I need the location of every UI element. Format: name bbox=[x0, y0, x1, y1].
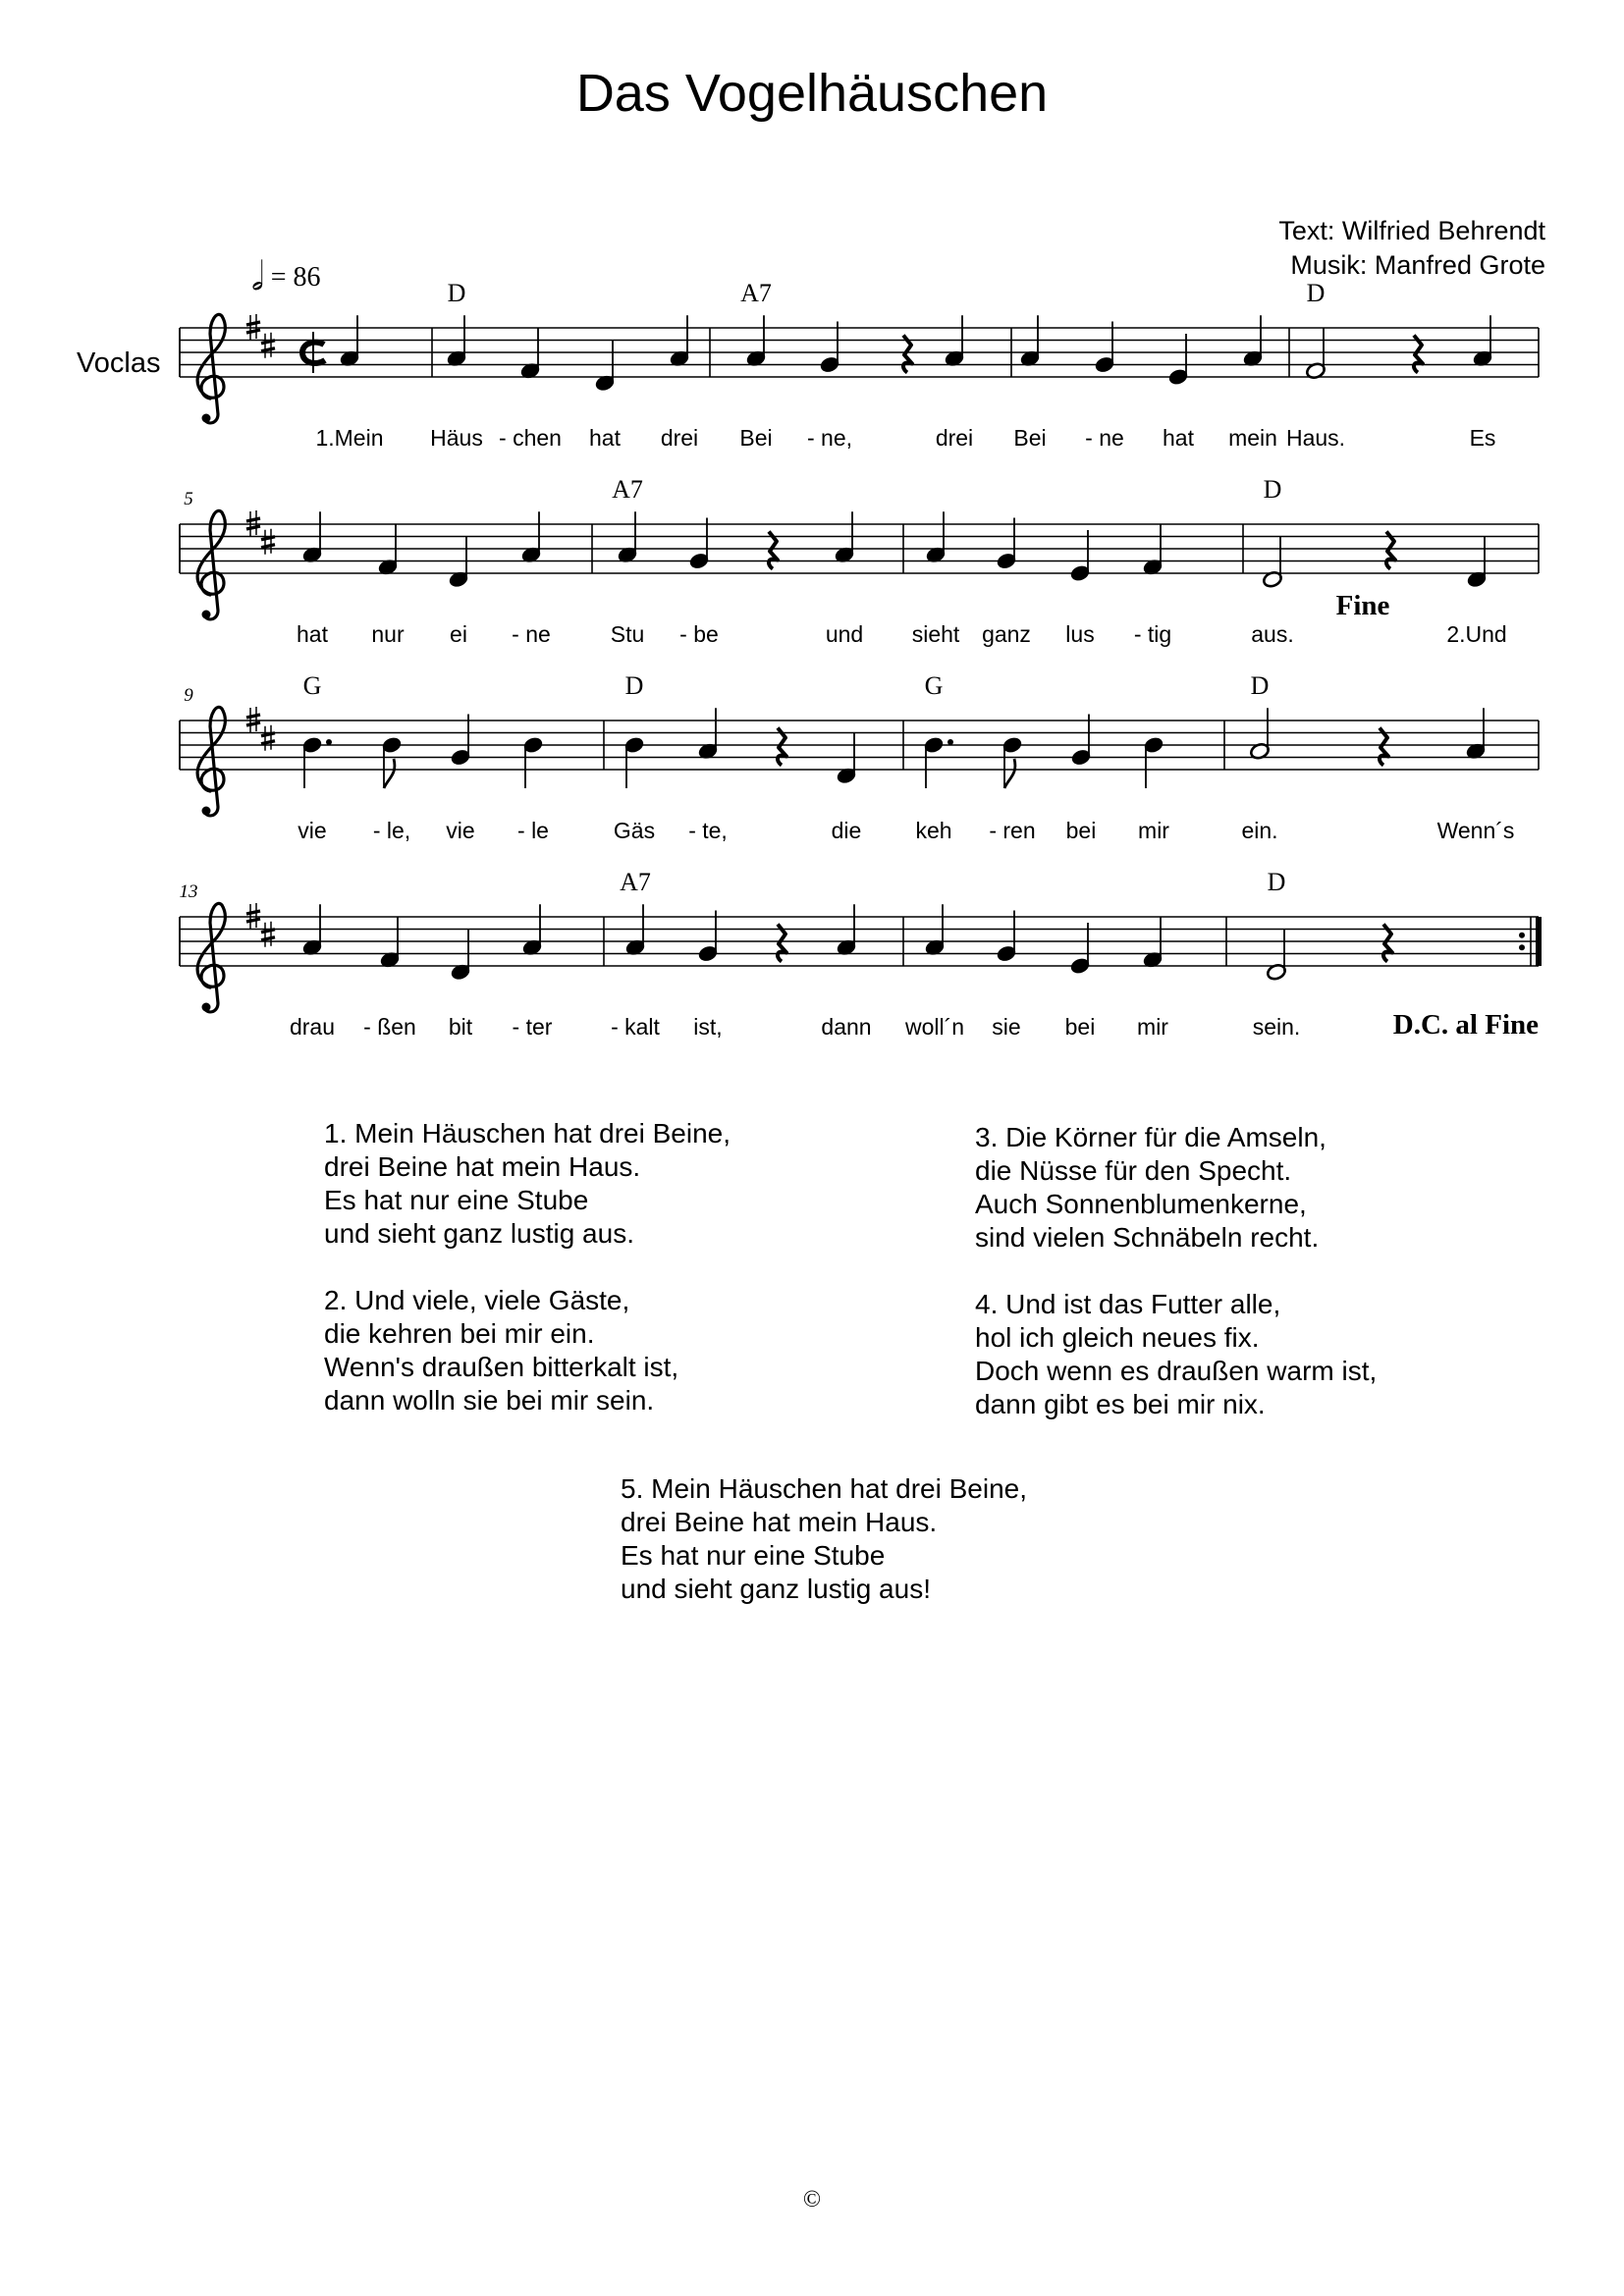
lyric-syllable: die bbox=[831, 818, 862, 843]
lyric-syllable: - ne bbox=[512, 621, 551, 647]
quarter-note bbox=[836, 732, 857, 784]
quarter-note bbox=[996, 911, 1017, 963]
lyric-syllable: bit bbox=[448, 1014, 473, 1040]
quarter-note bbox=[1069, 923, 1091, 975]
treble-clef-dot bbox=[202, 807, 211, 816]
quarter-note bbox=[924, 904, 946, 956]
sharp-bar bbox=[246, 722, 260, 725]
quarter-note bbox=[1143, 736, 1164, 788]
quarter-note bbox=[836, 904, 857, 956]
quarter-note bbox=[1069, 530, 1091, 582]
sharp-bar bbox=[246, 526, 260, 529]
chord-symbol: D bbox=[624, 671, 644, 700]
quarter-note bbox=[944, 315, 965, 367]
lyricist-credit: Text: Wilfried Behrendt bbox=[1278, 216, 1545, 245]
quarter-note bbox=[1465, 708, 1487, 760]
augmentation-dot bbox=[326, 739, 332, 745]
quarter-note bbox=[450, 715, 471, 767]
quarter-note bbox=[1142, 524, 1164, 576]
lyric-syllable: ganz bbox=[982, 621, 1031, 647]
verse-line: 4. Und ist das Futter alle, bbox=[975, 1289, 1281, 1319]
quarter-note bbox=[669, 315, 690, 367]
lyric-syllable: lus bbox=[1065, 621, 1095, 647]
quarter-note bbox=[522, 736, 544, 788]
sharp-icon bbox=[261, 922, 275, 947]
verse-line: Es hat nur eine Stube bbox=[621, 1540, 886, 1571]
treble-clef-icon bbox=[197, 707, 225, 816]
quarter-note bbox=[301, 904, 323, 956]
lyric-syllable: ist, bbox=[693, 1014, 723, 1040]
quarter-note bbox=[1001, 736, 1023, 788]
quarter-note bbox=[1167, 334, 1189, 386]
sharp-icon bbox=[246, 707, 260, 732]
verse-4 bbox=[975, 1288, 1377, 1421]
lyric-syllable: hat bbox=[1163, 425, 1194, 451]
quarter-note bbox=[301, 511, 323, 563]
treble-clef-icon bbox=[197, 903, 225, 1012]
verse-1 bbox=[324, 1117, 731, 1251]
sharp-bar bbox=[246, 715, 260, 718]
verse-line: drei Beine hat mein Haus. bbox=[621, 1507, 938, 1537]
lyric-syllable: - ne bbox=[1085, 425, 1124, 451]
lyric-syllable: sie bbox=[992, 1014, 1021, 1040]
treble-clef-dot bbox=[202, 611, 211, 619]
lyric-syllable: ei bbox=[450, 621, 467, 647]
verse-line: Wenn's draußen bitterkalt ist, bbox=[324, 1352, 679, 1382]
chord-symbol: A7 bbox=[620, 868, 651, 896]
lyric-syllable: - le, bbox=[372, 818, 411, 843]
sharp-bar bbox=[261, 348, 275, 351]
half-note bbox=[1249, 708, 1271, 760]
sharp-icon bbox=[261, 725, 275, 751]
lyric-syllable: Wenn´s bbox=[1436, 818, 1515, 843]
lyric-syllable: - kalt bbox=[611, 1014, 660, 1040]
quarter-note bbox=[520, 511, 542, 563]
tempo-value: = 86 bbox=[270, 262, 321, 293]
lyric-syllable: - ren bbox=[989, 818, 1036, 843]
lyric-syllable: drei bbox=[660, 425, 699, 451]
verse-line: die Nüsse für den Specht. bbox=[975, 1155, 1292, 1186]
note-flag bbox=[1004, 759, 1015, 788]
lyric-syllable: hat bbox=[589, 425, 621, 451]
sharp-bar bbox=[246, 330, 260, 333]
chord-symbol: G bbox=[302, 671, 322, 700]
lyric-syllable: 1.Mein bbox=[315, 425, 384, 451]
treble-clef-icon bbox=[197, 314, 225, 423]
quarter-note bbox=[1070, 715, 1092, 767]
measure-number: 9 bbox=[184, 685, 193, 706]
quarter-note bbox=[377, 524, 399, 576]
quarter-note bbox=[834, 511, 855, 563]
lyric-syllable: dann bbox=[821, 1014, 872, 1040]
copyright-notice: © bbox=[802, 2187, 822, 2213]
sharp-bar bbox=[246, 919, 260, 922]
quarter-note bbox=[1242, 315, 1264, 367]
lyric-syllable: - be bbox=[679, 621, 719, 647]
sharp-icon bbox=[246, 510, 260, 536]
sharp-bar bbox=[261, 937, 275, 940]
music-score bbox=[0, 0, 1624, 1060]
lyric-syllable: vie bbox=[298, 818, 327, 843]
sharp-icon bbox=[246, 903, 260, 929]
quarter-note bbox=[1094, 322, 1115, 374]
verse-line: dann wolln sie bei mir sein. bbox=[324, 1385, 655, 1415]
sharp-bar bbox=[246, 518, 260, 521]
quarter-note bbox=[448, 536, 469, 588]
lyric-syllable: - tig bbox=[1133, 621, 1172, 647]
verse-3 bbox=[975, 1121, 1326, 1255]
quarter-note bbox=[594, 340, 616, 392]
lyric-syllable: - ter bbox=[512, 1014, 553, 1040]
measure-number: 13 bbox=[179, 881, 198, 902]
lyric-syllable: drei bbox=[935, 425, 974, 451]
quarter-note bbox=[745, 315, 767, 367]
lyric-syllable: - ßen bbox=[363, 1014, 416, 1040]
verse-line: und sieht ganz lustig aus. bbox=[324, 1218, 634, 1249]
verse-line: Auch Sonnenblumenkerne, bbox=[975, 1189, 1307, 1219]
sharp-bar bbox=[246, 322, 260, 325]
repeat-dot bbox=[1519, 944, 1525, 950]
chord-symbol: D bbox=[447, 279, 466, 307]
lyric-syllable: 2.Und bbox=[1446, 621, 1507, 647]
half-note bbox=[1305, 328, 1326, 380]
treble-clef-stroke bbox=[197, 314, 225, 423]
lyric-syllable: woll´n bbox=[904, 1014, 965, 1040]
sharp-bar bbox=[261, 741, 275, 744]
sharp-icon bbox=[261, 333, 275, 358]
quarter-note bbox=[923, 736, 953, 788]
chord-symbol: G bbox=[924, 671, 944, 700]
half-note-icon: 𝅗𝅥 bbox=[251, 254, 264, 298]
chord-symbol: A7 bbox=[612, 475, 643, 504]
treble-clef-dot bbox=[202, 414, 211, 423]
quarter-note bbox=[1019, 315, 1041, 367]
lyric-syllable: Gäs bbox=[613, 818, 656, 843]
lyric-syllable: vie bbox=[446, 818, 475, 843]
lyric-syllable: sein. bbox=[1252, 1014, 1301, 1040]
chord-symbol: D bbox=[1250, 671, 1270, 700]
lyric-syllable: drau bbox=[289, 1014, 336, 1040]
repeat-dot bbox=[1519, 933, 1525, 938]
quarter-note bbox=[1472, 315, 1493, 367]
quarter-note bbox=[521, 904, 543, 956]
treble-clef-icon bbox=[197, 510, 225, 619]
quarter-note bbox=[996, 518, 1017, 570]
verse-line: 3. Die Körner für die Amseln, bbox=[975, 1122, 1326, 1152]
lyric-syllable: Haus. bbox=[1285, 425, 1346, 451]
quarter-note bbox=[688, 518, 710, 570]
verse-line: hol ich gleich neues fix. bbox=[975, 1322, 1260, 1353]
verse-5 bbox=[621, 1472, 1027, 1606]
quarter-note bbox=[379, 917, 401, 969]
measure-number: 5 bbox=[184, 489, 193, 509]
quarter-note bbox=[697, 708, 719, 760]
note-flag bbox=[384, 759, 395, 788]
treble-clef-stroke bbox=[197, 707, 225, 816]
treble-clef-stroke bbox=[197, 903, 225, 1012]
fine-marking: Fine bbox=[1335, 590, 1390, 621]
quarter-note bbox=[1466, 536, 1488, 588]
lyric-syllable: - te, bbox=[688, 818, 728, 843]
verse-line: 1. Mein Häuschen hat drei Beine, bbox=[324, 1118, 731, 1148]
verse-line: und sieht ganz lustig aus! bbox=[621, 1574, 931, 1604]
lyric-syllable: und bbox=[825, 621, 864, 647]
lyric-syllable: bei bbox=[1064, 1014, 1096, 1040]
quarter-note bbox=[925, 511, 947, 563]
quarter-rest-icon bbox=[903, 336, 912, 373]
lyric-syllable: sieht bbox=[911, 621, 960, 647]
lyric-syllable: nur bbox=[371, 621, 405, 647]
quarter-note bbox=[1142, 917, 1164, 969]
quarter-note bbox=[301, 736, 332, 788]
dc-al-fine-marking: D.C. al Fine bbox=[1392, 1009, 1539, 1041]
treble-clef-dot bbox=[202, 1003, 211, 1012]
lyric-syllable: Stu bbox=[610, 621, 645, 647]
half-note bbox=[1262, 536, 1283, 588]
lyric-syllable: - ne, bbox=[806, 425, 853, 451]
sharp-bar bbox=[246, 911, 260, 914]
quarter-note bbox=[624, 904, 646, 956]
verse-line: die kehren bei mir ein. bbox=[324, 1318, 595, 1349]
verse-line: drei Beine hat mein Haus. bbox=[324, 1151, 641, 1182]
quarter-rest-icon bbox=[1414, 336, 1423, 373]
verse-line: 2. Und viele, viele Gäste, bbox=[324, 1285, 630, 1315]
augmentation-dot bbox=[947, 739, 953, 745]
verse-line: Doch wenn es draußen warm ist, bbox=[975, 1356, 1378, 1386]
lyric-syllable: mir bbox=[1138, 818, 1169, 843]
lyric-syllable: keh bbox=[915, 818, 952, 843]
chord-symbol: D bbox=[1267, 868, 1286, 896]
verse-line: Es hat nur eine Stube bbox=[324, 1185, 589, 1215]
lyric-syllable: mir bbox=[1137, 1014, 1168, 1040]
quarter-note bbox=[623, 736, 645, 788]
verse-line: dann gibt es bei mir nix. bbox=[975, 1389, 1266, 1419]
lyric-syllable: - chen bbox=[499, 425, 562, 451]
quarter-note bbox=[697, 911, 719, 963]
instrument-name: Voclas bbox=[77, 347, 161, 379]
lyric-syllable: aus. bbox=[1251, 621, 1294, 647]
chord-symbol: D bbox=[1263, 475, 1282, 504]
quarter-note bbox=[446, 315, 467, 367]
quarter-note bbox=[339, 315, 360, 367]
composer-credit: Musik: Manfred Grote bbox=[1290, 250, 1545, 280]
quarter-note bbox=[519, 328, 541, 380]
lyric-syllable: ein. bbox=[1241, 818, 1278, 843]
half-note bbox=[1266, 929, 1287, 981]
lyric-syllable: mein bbox=[1228, 425, 1277, 451]
verse-line: 5. Mein Häuschen hat drei Beine, bbox=[621, 1473, 1028, 1504]
lyric-syllable: bei bbox=[1065, 818, 1097, 843]
quarter-note bbox=[450, 929, 471, 981]
lyric-syllable: Es bbox=[1469, 425, 1496, 451]
treble-clef-stroke bbox=[197, 510, 225, 619]
verse-line: sind vielen Schnäbeln recht. bbox=[975, 1222, 1320, 1253]
lyric-syllable: - le bbox=[517, 818, 549, 843]
quarter-note bbox=[617, 511, 638, 563]
lyric-syllable: Bei bbox=[739, 425, 773, 451]
chord-symbol: D bbox=[1306, 279, 1326, 307]
sharp-icon bbox=[246, 314, 260, 340]
sharp-bar bbox=[261, 341, 275, 344]
verse-2 bbox=[324, 1284, 678, 1417]
lyric-syllable: hat bbox=[297, 621, 328, 647]
quarter-note bbox=[381, 736, 403, 788]
sharp-icon bbox=[261, 529, 275, 555]
lyric-syllable: Häus bbox=[430, 425, 483, 451]
page-title: Das Vogelhäuschen bbox=[575, 64, 1049, 123]
quarter-note bbox=[819, 322, 840, 374]
lyric-syllable: Bei bbox=[1013, 425, 1047, 451]
final-barline-thick bbox=[1536, 917, 1542, 966]
chord-symbol: A7 bbox=[740, 279, 772, 307]
sharp-bar bbox=[261, 545, 275, 548]
